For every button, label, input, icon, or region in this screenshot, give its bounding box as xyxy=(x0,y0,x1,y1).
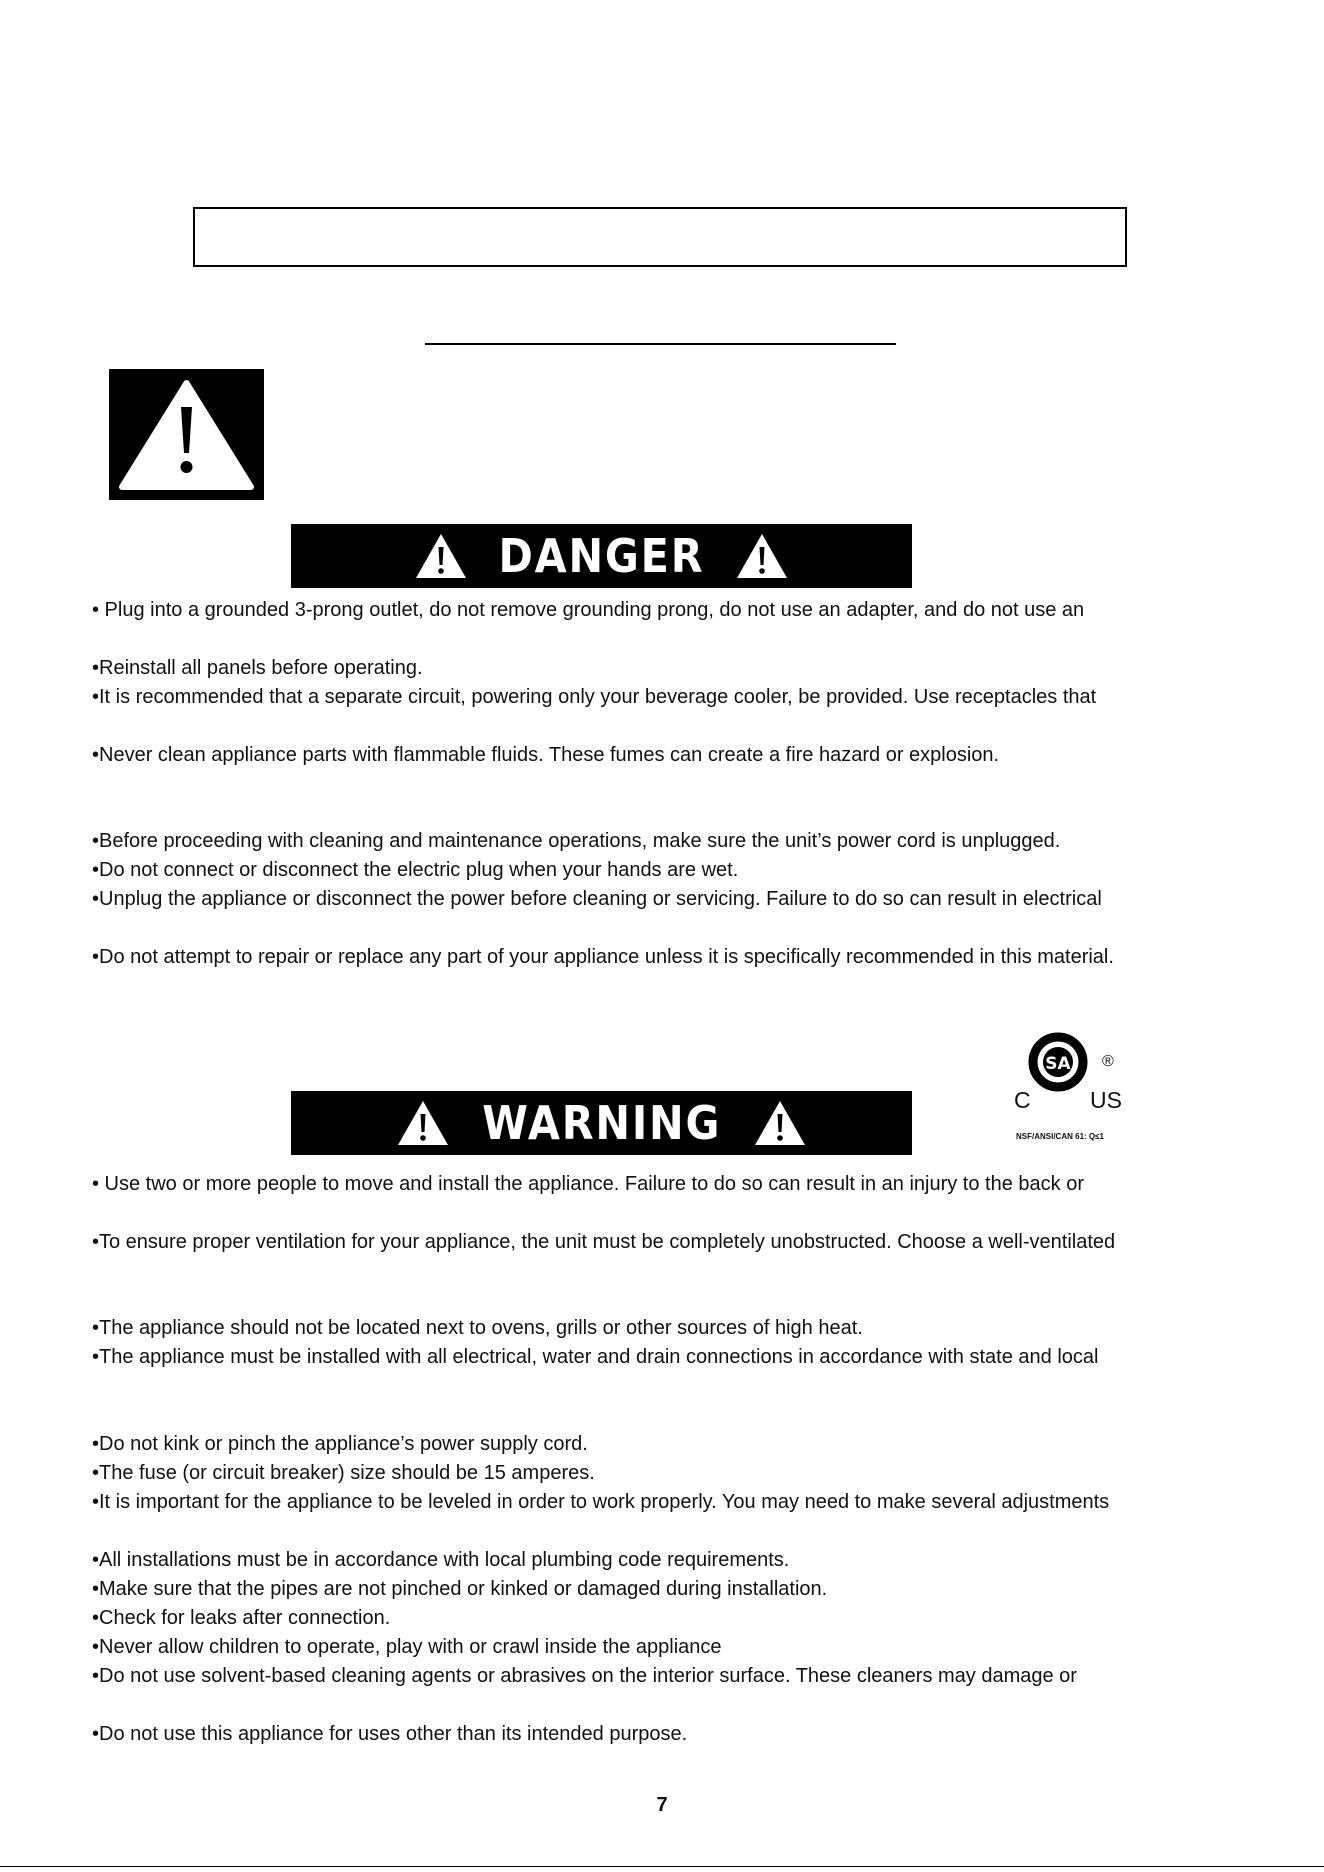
danger-line: •Reinstall all panels before operating. xyxy=(92,657,423,679)
warning-line: •Do not kink or pinch the appliance’s power supply cord. xyxy=(92,1433,588,1455)
registered-mark: ® xyxy=(1102,1053,1114,1070)
warning-line: • Use two or more people to move and install the appliance. Failure to do so can result in an injury to the back or xyxy=(92,1173,1084,1195)
danger-label: DANGER xyxy=(498,529,705,583)
danger-line: •Never clean appliance parts with flammable fluids. These fumes can create a fire hazard or explosion. xyxy=(92,744,1000,766)
warning-line: •Check for leaks after connection. xyxy=(92,1607,391,1629)
warning-line: •Do not use solvent-based cleaning agents or abrasives on the interior surface. These cleaners may damage or xyxy=(92,1665,1077,1687)
warning-triangle-icon xyxy=(752,1098,808,1148)
page-number: 7 xyxy=(656,1794,668,1816)
warning-line: •All installations must be in accordance with local plumbing code requirements. xyxy=(92,1549,790,1571)
warning-triangle-icon xyxy=(395,1098,451,1148)
danger-line: •Unplug the appliance or disconnect the power before cleaning or servicing. Failure to do so can result in electrical xyxy=(92,888,1102,910)
cert-left-letter: C xyxy=(1014,1087,1031,1113)
danger-line: •Do not connect or disconnect the electric plug when your hands are wet. xyxy=(92,859,739,881)
warning-line: •Make sure that the pipes are not pinched or kinked or damaged during installation. xyxy=(92,1578,828,1600)
warning-banner xyxy=(291,1091,912,1155)
title-box xyxy=(193,207,1127,267)
cert-standard-note: NSF/ANSI/CAN 61: Q≤1 xyxy=(1016,1132,1104,1141)
danger-line: •Do not attempt to repair or replace any part of your appliance unless it is specifically recommended in this material. xyxy=(92,946,1114,968)
warning-triangle-icon xyxy=(734,531,790,581)
warning-line: •To ensure proper ventilation for your appliance, the unit must be completely unobstructed. Choose a well-ventilated xyxy=(92,1231,1116,1253)
warning-line: •Never allow children to operate, play with or crawl inside the appliance xyxy=(92,1636,722,1658)
cert-right-letters: US xyxy=(1090,1087,1122,1113)
danger-line: • Plug into a grounded 3-prong outlet, do not remove grounding prong, do not use an adapter, and do not use an xyxy=(92,599,1085,621)
warning-line: •It is important for the appliance to be leveled in order to work properly. You may need to make several adjustments xyxy=(92,1491,1110,1513)
warning-line: •The appliance should not be located next to ovens, grills or other sources of high heat. xyxy=(92,1317,863,1339)
danger-banner xyxy=(291,524,912,588)
subtitle-underline xyxy=(425,343,896,345)
warning-triangle-icon xyxy=(413,531,469,581)
svg-text:SA: SA xyxy=(1045,1054,1071,1074)
warning-line: •The appliance must be installed with all electrical, water and drain connections in accordance with state and local xyxy=(92,1346,1099,1368)
exclamation-triangle-icon xyxy=(109,369,264,500)
page-bottom-divider xyxy=(0,1866,1324,1867)
warning-line: •The fuse (or circuit breaker) size should be 15 amperes. xyxy=(92,1462,595,1484)
danger-line: •It is recommended that a separate circuit, powering only your beverage cooler, be provided. Use receptacles that xyxy=(92,686,1097,708)
warning-label: WARNING xyxy=(481,1096,722,1150)
danger-line: •Before proceeding with cleaning and maintenance operations, make sure the unit’s power cord is unplugged. xyxy=(92,830,1061,852)
warning-line: •Do not use this appliance for uses other than its intended purpose. xyxy=(92,1723,688,1745)
